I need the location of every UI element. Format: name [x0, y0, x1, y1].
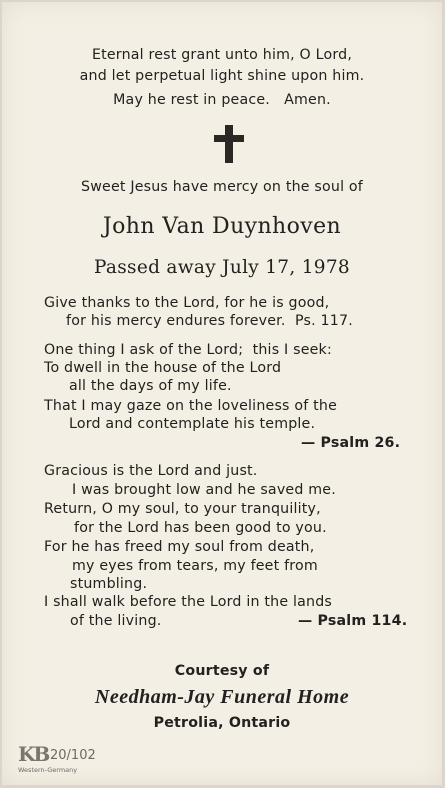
psalm114-line: I was brought low and he saved me.	[72, 482, 336, 498]
prayer-line: and let perpetual light shine upon him.	[79, 68, 365, 84]
psalm114-line: of the living.	[70, 613, 162, 629]
latin-cross-icon	[214, 125, 244, 163]
prayer-line: Eternal rest grant unto him, O Lord,	[91, 47, 353, 63]
passed-away-date: Passed away July 17, 1978	[94, 257, 350, 278]
psalm117-line: Give thanks to the Lord, for he is good,	[44, 295, 330, 311]
psalm26-reference: — Psalm 26.	[301, 435, 401, 451]
location-label: Petrolia, Ontario	[153, 715, 291, 731]
deceased-name: John Van Duynhoven	[102, 214, 342, 239]
psalm114-line: Gracious is the Lord and just.	[44, 463, 258, 479]
psalm117-line: for his mercy endures forever. Ps. 117.	[66, 313, 353, 329]
psalm26-line: Lord and contemplate his temple.	[69, 416, 316, 432]
courtesy-label: Courtesy of	[174, 663, 270, 679]
funeral-home-name: Needham-Jay Funeral Home	[94, 686, 350, 708]
psalm114-line: Return, O my soul, to your tranquility,	[44, 501, 321, 517]
psalm114-line: I shall walk before the Lord in the lands	[44, 594, 332, 610]
psalm26-line: One thing I ask of the Lord; this I seek:	[44, 342, 332, 358]
printer-logo: KB	[18, 742, 49, 766]
psalm26-line: To dwell in the house of the Lord	[44, 360, 282, 376]
psalm26-line: all the days of my life.	[69, 378, 232, 394]
psalm114-line: stumbling.	[70, 576, 148, 592]
psalm114-line: my eyes from tears, my feet from	[72, 558, 318, 574]
psalm26-line: That I may gaze on the loveliness of the	[44, 398, 338, 414]
printer-code: 20/102	[50, 748, 96, 763]
psalm114-reference: — Psalm 114.	[298, 613, 408, 629]
prayer-line: May he rest in peace. Amen.	[113, 92, 331, 108]
memorial-card	[2, 2, 442, 785]
printer-origin: Western-Germany	[18, 766, 78, 774]
psalm114-line: For he has freed my soul from death,	[44, 539, 315, 555]
psalm114-line: for the Lord has been good to you.	[74, 520, 327, 536]
mercy-line: Sweet Jesus have mercy on the soul of	[81, 179, 363, 195]
